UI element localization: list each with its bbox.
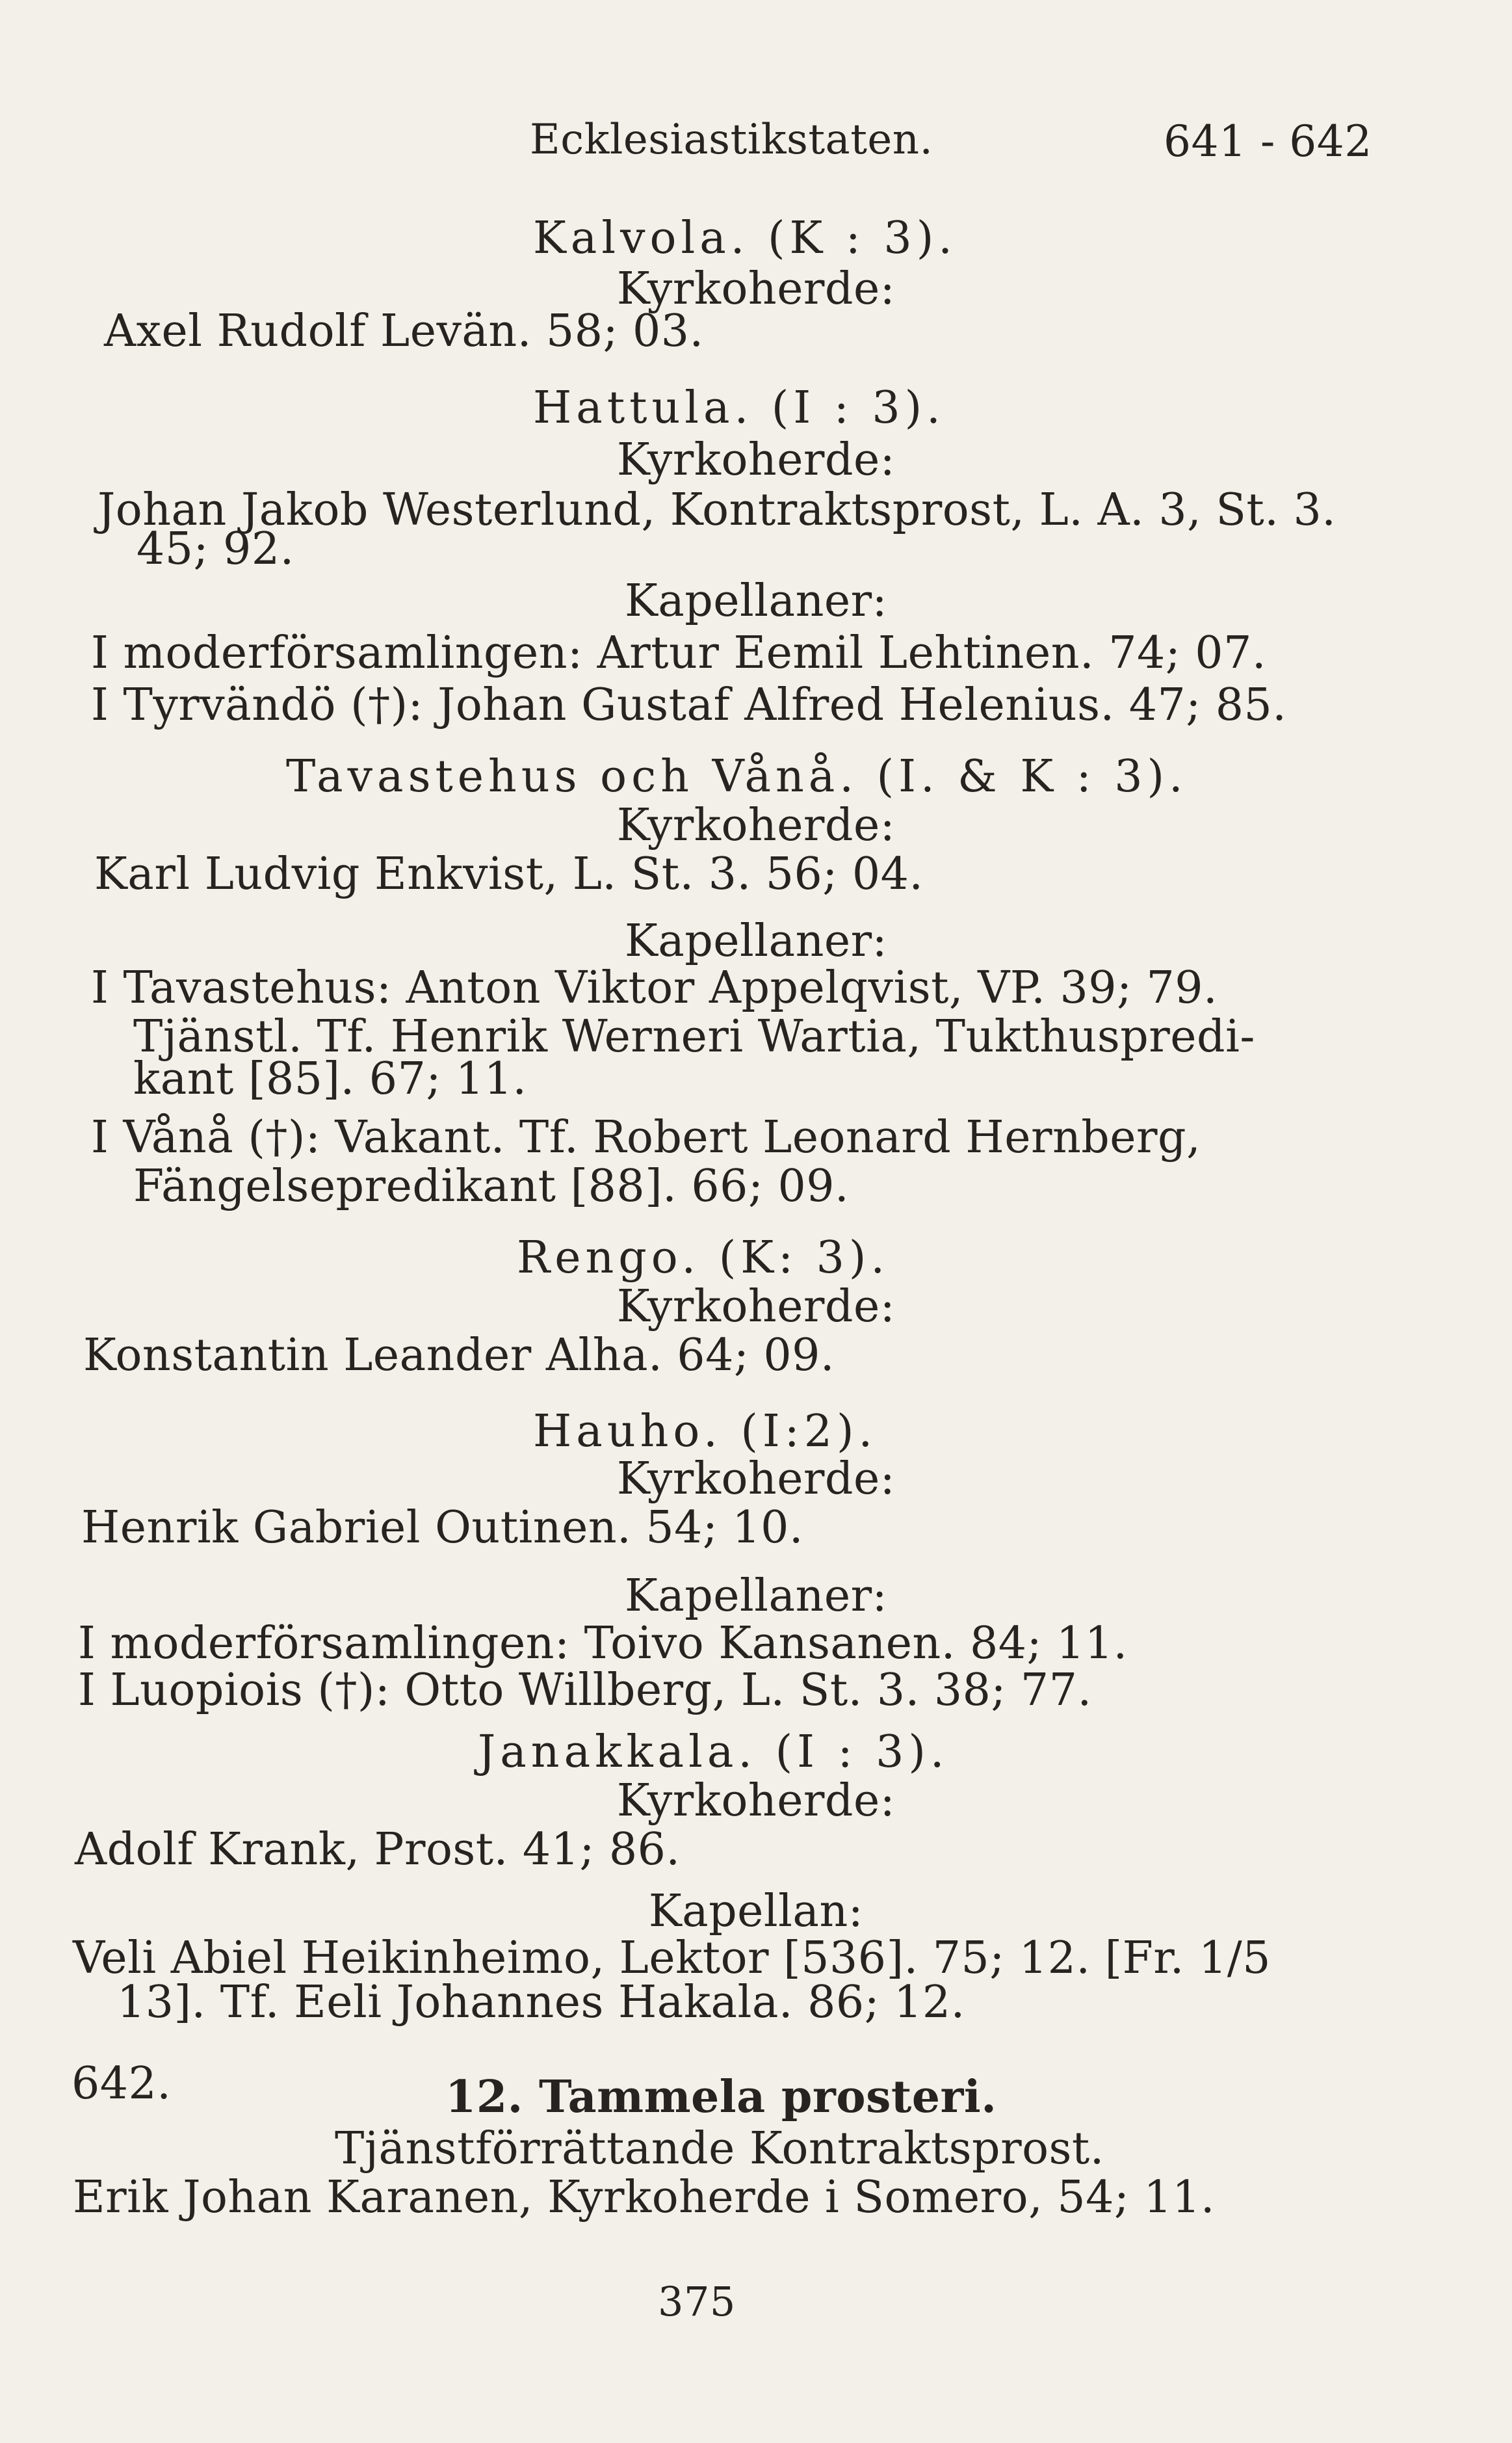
janakkala-kyrkoherde-entry: Adolf Krank, Prost. 41; 86. — [75, 1824, 681, 1875]
section-number: 642. — [72, 2058, 172, 2109]
parish-title-janakkala: Janakkala. (I : 3). — [478, 1726, 949, 1778]
section-title-tammela-prosteri: 12. Tammela prosteri. — [445, 2071, 997, 2123]
tavastehus-kyrkoherde-heading: Kyrkoherde: — [616, 800, 896, 851]
rengo-kyrkoherde-heading: Kyrkoherde: — [616, 1281, 896, 1332]
hauho-kyrkoherde-heading: Kyrkoherde: — [616, 1453, 896, 1505]
running-header-page-numbers: 641 - 642 — [1164, 116, 1372, 166]
hauho-kapellan-entry-2: I Luopiois (†): Otto Willberg, L. St. 3. 38; 77. — [78, 1665, 1092, 1716]
running-header-title: Ecklesiastikstaten. — [530, 116, 933, 164]
parish-title-rengo: Rengo. (K: 3). — [517, 1232, 890, 1284]
janakkala-kapellan-heading: Kapellan: — [648, 1886, 864, 1937]
parish-title-hattula: Hattula. (I : 3). — [533, 382, 945, 434]
janakkala-kyrkoherde-heading: Kyrkoherde: — [616, 1775, 896, 1827]
footer-page-number: 375 — [658, 2278, 736, 2325]
kalvola-kyrkoherde-heading: Kyrkoherde: — [616, 263, 896, 315]
hauho-kyrkoherde-entry: Henrik Gabriel Outinen. 54; 10. — [81, 1502, 804, 1553]
hauho-kapellaner-heading: Kapellaner: — [624, 1570, 888, 1622]
tavastehus-kapellaner-heading: Kapellaner: — [624, 916, 888, 967]
tammela-subheading: Tjänstförrättande Kontraktsprost. — [335, 2123, 1104, 2174]
hattula-kapellaner-heading: Kapellaner: — [624, 575, 888, 627]
rengo-kyrkoherde-entry: Konstantin Leander Alha. 64; 09. — [83, 1330, 835, 1381]
hattula-kapellan-entry-1: I moderförsamlingen: Artur Eemil Lehtinen. 74; 07. — [91, 627, 1266, 679]
hauho-kapellan-entry-1: I moderförsamlingen: Toivo Kansanen. 84; 11. — [78, 1618, 1128, 1669]
parish-title-kalvola: Kalvola. (K : 3). — [533, 213, 957, 264]
hattula-kyrkoherde-heading: Kyrkoherde: — [616, 434, 896, 486]
tavastehus-kapellan-entry-3-line2: Fängelsepredikant [88]. 66; 09. — [133, 1161, 850, 1212]
tavastehus-kapellan-entry-2-line1: Tjänstl. Tf. Henrik Werneri Wartia, Tukthuspredi- — [133, 1011, 1255, 1063]
tavastehus-kyrkoherde-entry: Karl Ludvig Enkvist, L. St. 3. 56; 04. — [94, 849, 924, 900]
tavastehus-kapellan-entry-1: I Tavastehus: Anton Viktor Appelqvist, VP. 39; 79. — [91, 962, 1218, 1014]
tavastehus-kapellan-entry-2-line2: kant [85]. 67; 11. — [133, 1053, 527, 1105]
tavastehus-kapellan-entry-3-line1: I Vånå (†): Vakant. Tf. Robert Leonard Hernberg, — [91, 1112, 1201, 1163]
parish-title-tavastehus: Tavastehus och Vånå. (I. & K : 3). — [286, 751, 1188, 802]
janakkala-kapellan-entry-line2: 13]. Tf. Eeli Johannes Hakala. 86; 12. — [117, 1977, 965, 2028]
tammela-entry: Erik Johan Karanen, Kyrkoherde i Somero, 54; 11. — [73, 2172, 1216, 2223]
hattula-kapellan-entry-2: I Tyrvändö (†): Johan Gustaf Alfred Helenius. 47; 85. — [91, 680, 1287, 731]
parish-title-hauho: Hauho. (I:2). — [533, 1406, 878, 1457]
janakkala-kapellan-entry-line1: Veli Abiel Heikinheimo, Lektor [536]. 75; 12. [Fr. 1/5 — [73, 1933, 1271, 1984]
hattula-kyrkoherde-entry-line1: Johan Jakob Westerlund, Kontraktsprost, L. A. 3, St. 3. — [98, 484, 1336, 536]
kalvola-kyrkoherde-entry: Axel Rudolf Levän. 58; 03. — [104, 306, 704, 357]
hattula-kyrkoherde-entry-line2: 45; 92. — [137, 523, 294, 575]
